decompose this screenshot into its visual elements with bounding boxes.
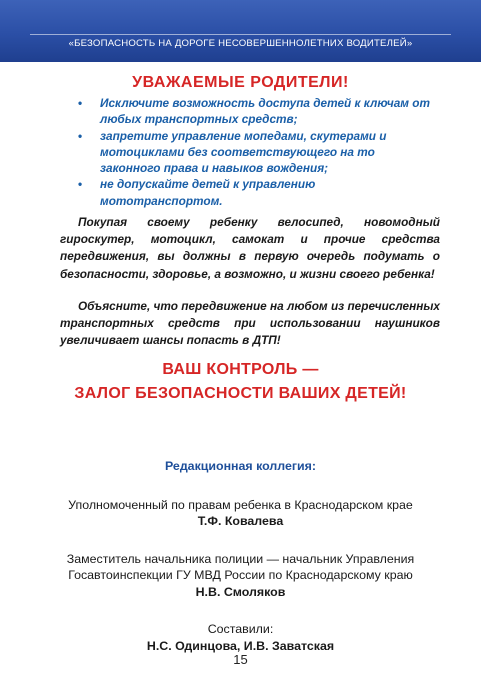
bullet-icon: •: [78, 96, 83, 110]
compiled-names: Н.С. Одинцова, И.В. Заватская: [146, 638, 335, 653]
bullet-text: Исключите возможность доступа детей к ключам от любых транспортных средств;: [100, 96, 430, 127]
body-paragraph-purchase: Покупая своему ребенку велосипед, новомодный гироскутер, мотоцикл, самокат и прочие средства передвижения, вы должны в первую очередь подумать о безопасности, здоровье, а возможно, и жизни своего ребенка!: [60, 215, 440, 281]
bullet-text: запретите управление мопедами, скутерами и мотоциклами без соответствующего на то законного права и навыков вождения;: [100, 128, 387, 176]
page-header-band: [0, 0, 481, 62]
bullet-icon: •: [78, 128, 83, 143]
slogan-line-1: ВАШ КОНТРОЛЬ —: [162, 361, 319, 378]
member-name: Н.В. Смоляков: [195, 584, 286, 599]
body-paragraph-headphones: Объясните, что передвижение на любом из перечисленных транспортных средств при использовании наушников увеличивает шансы попасть в ДТП!: [60, 299, 440, 348]
slogan: [0, 358, 481, 406]
list-item: [78, 95, 438, 128]
compiled-label: Составили:: [207, 622, 274, 636]
credit-block-police: [40, 551, 441, 601]
slogan-line-2: ЗАЛОГ БЕЗОПАСНОСТИ ВАШИХ ДЕТЕЙ!: [74, 385, 407, 402]
credit-block-compilers: [40, 621, 441, 654]
bullet-text: не допускайте детей к управлению мототранспортом.: [100, 177, 316, 208]
page-number: 15: [233, 652, 248, 667]
bullet-icon: •: [78, 177, 83, 192]
member-position: Госавтоинспекции ГУ МВД России по Краснодарскому краю: [68, 568, 413, 582]
credit-block-ombudsman: [40, 497, 441, 530]
appeal-bullet-list: [78, 95, 438, 209]
appeal-heading: УВАЖАЕМЫЕ РОДИТЕЛИ!: [132, 74, 349, 91]
list-item: [78, 176, 438, 209]
editorial-board-title: Редакционная коллегия:: [164, 459, 317, 473]
member-position: Заместитель начальника полиции — начальник Управления: [66, 551, 415, 566]
member-position: Уполномоченный по правам ребенка в Краснодарском крае: [68, 497, 413, 512]
header-title: «БЕЗОПАСНОСТЬ НА ДОРОГЕ НЕСОВЕРШЕННОЛЕТНИХ ВОДИТЕЛЕЙ»: [68, 38, 413, 49]
list-item: [78, 128, 438, 177]
member-name: Т.Ф. Ковалева: [197, 514, 284, 528]
header-divider: [30, 34, 451, 35]
editorial-credits: [40, 458, 441, 675]
